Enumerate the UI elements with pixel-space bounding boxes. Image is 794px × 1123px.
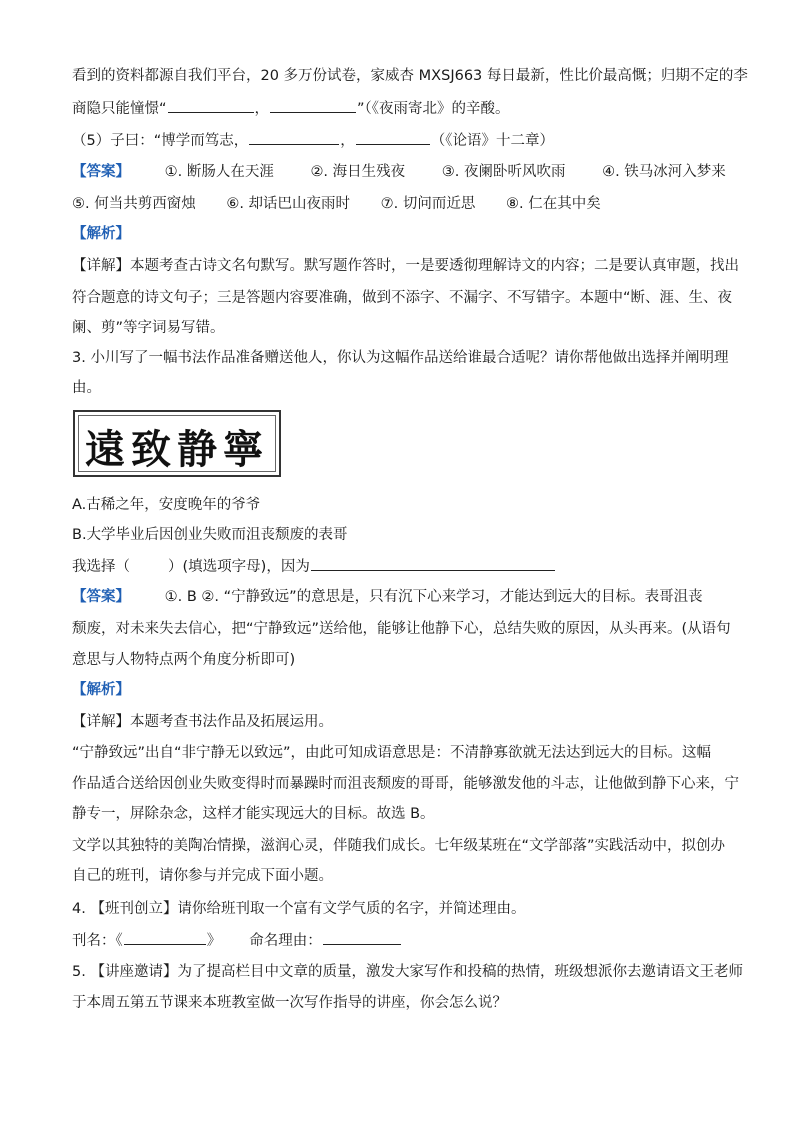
answer-item: ⑥. 却话巴山夜雨时 <box>226 196 351 212</box>
text-segment: ， <box>254 101 270 117</box>
fill-blank[interactable] <box>168 98 254 113</box>
choice-line <box>72 556 556 577</box>
fill-blank[interactable] <box>356 130 430 145</box>
answer-line <box>72 194 601 214</box>
text-line: 自己的班刊，请你参与并完成下面小题。 <box>72 868 333 884</box>
fill-blank[interactable] <box>323 930 401 945</box>
answer-line <box>72 587 703 607</box>
text-line: 看到的资料都源自我们平台，20 多万份试卷，家威杏 MXSJ663 每日最新，性比价最高慨；归期不定的李 <box>72 68 748 84</box>
text-line: 作品适合送给因创业失败变得时而暴躁时而沮丧颓废的哥哥，能够激发他的斗志，让他做到静下心来，宁 <box>72 776 739 792</box>
answer-tag: 【答案】 <box>72 164 130 180</box>
answer-line <box>72 162 726 182</box>
answer-item: ④. 铁马冰河入梦来 <box>602 164 726 180</box>
text-line <box>72 98 510 119</box>
text-line: 【详解】本题考查书法作品及拓展运用。 <box>72 714 333 730</box>
question-line: 由。 <box>72 380 101 396</box>
answer-text: ①. B ②. “宁静致远”的意思是，只有沉下心来学习，才能达到远大的目标。表哥沮丧 <box>164 589 703 605</box>
question-line: 于本周五第五节课来本班教室做一次写作指导的讲座，你会怎么说？ <box>72 995 507 1011</box>
analysis-tag: 【解析】 <box>72 226 130 242</box>
analysis-tag: 【解析】 <box>72 682 130 698</box>
text-segment: 商隐只能憧憬“ <box>72 101 167 117</box>
text-line: 符合题意的诗文句子；三是答题内容要准确，做到不添字、不漏字、不写错字。本题中“断、涯、生、夜 <box>72 290 733 306</box>
question-line: 5. 【讲座邀请】为了提高栏目中文章的质量，激发大家写作和投稿的热情，班级想派你去邀请语文王老师 <box>72 964 743 980</box>
text-segment: 命名理由： <box>249 933 322 949</box>
text-line: 静专一，屏除杂念，这样才能实现远大的目标。故选 B。 <box>72 806 435 822</box>
option-b: B.大学毕业后因创业失败而沮丧颓废的表哥 <box>72 527 348 543</box>
answer-tag: 【答案】 <box>72 589 130 605</box>
text-segment: ）(填选项字母)，因为 <box>168 559 310 575</box>
text-line: 阑、剪”等字词易写错。 <box>72 320 225 336</box>
text-line: 意思与人物特点两个角度分析即可) <box>72 652 296 668</box>
text-line <box>72 130 554 151</box>
question-line: 4. 【班刊创立】请你给班刊取一个富有文学气质的名字，并简述理由。 <box>72 901 526 917</box>
answer-item: ⑧. 仁在其中矣 <box>505 196 601 212</box>
text-segment: ， <box>340 133 355 149</box>
text-segment: ”（《夜雨寄北》的辛酸。 <box>357 101 510 117</box>
question-line: 3. 小川写了一幅书法作品准备赠送他人，你认为这幅作品送给谁最合适呢？请你帮他做出选择并阐明理 <box>72 350 729 366</box>
answer-item: ①. 断肠人在天涯 <box>164 164 274 180</box>
question-line <box>72 930 402 951</box>
text-line: “宁静致远”出自“非宁静无以致远”，由此可知成语意思是：不清静寡欲就无法达到远大的目标。这幅 <box>72 745 712 761</box>
text-line: 文学以其独特的美陶冶情操，滋润心灵，伴随我们成长。七年级某班在“文学部落”实践活动中，拟创办 <box>72 838 726 854</box>
text-line: 【详解】本题考查古诗文名句默写。默写题作答时，一是要透彻理解诗文的内容；二是要认真审题，找出 <box>72 258 739 274</box>
answer-item: ③. 夜阑卧听风吹雨 <box>441 164 566 180</box>
fill-blank[interactable] <box>124 930 206 945</box>
fill-blank[interactable] <box>249 130 339 145</box>
text-segment: 我选择（ <box>72 559 130 575</box>
answer-item: ⑤. 何当共剪西窗烛 <box>72 196 196 212</box>
option-a: A.古稀之年，安度晚年的爷爷 <box>72 497 261 513</box>
text-line: 颓废，对未来失去信心，把“宁静致远”送给他，能够让他静下心，总结失败的原因，从头再来。(从语句 <box>72 621 731 637</box>
calligraphy-text: 遠致静寧 <box>85 426 269 473</box>
answer-item: ②. 海日生残夜 <box>310 164 406 180</box>
text-segment: 》 <box>206 933 222 949</box>
text-segment: 刊名：《 <box>72 933 123 949</box>
answer-item: ⑦. 切问而近思 <box>380 196 476 212</box>
calligraphy-image <box>73 410 281 477</box>
fill-blank[interactable] <box>311 556 555 571</box>
fill-blank[interactable] <box>270 98 356 113</box>
text-segment: （《论语》十二章） <box>430 133 554 149</box>
text-segment: （5）子曰：“博学而笃志， <box>72 133 249 149</box>
